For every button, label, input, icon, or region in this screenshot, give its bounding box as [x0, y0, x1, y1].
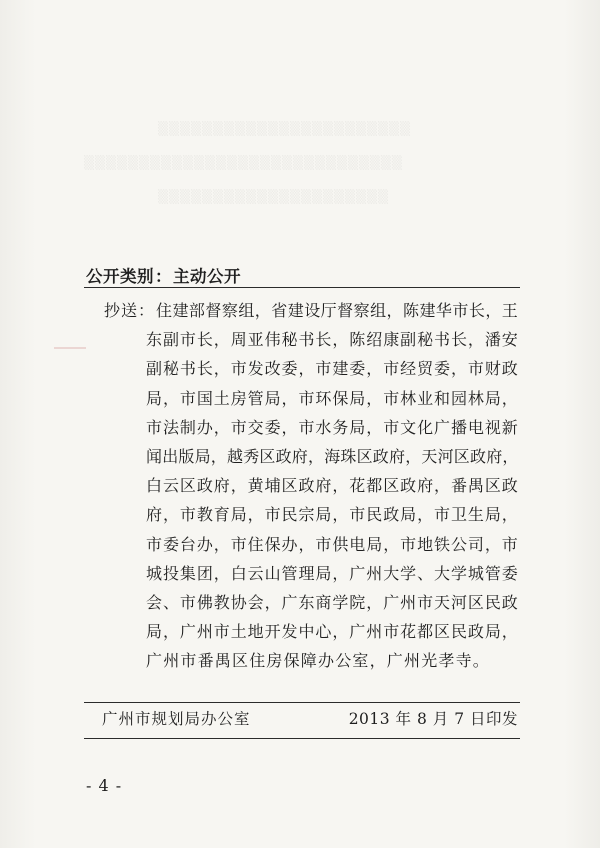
issuer-name: 广州市规划局办公室 [102, 710, 251, 728]
cc-label: 抄送： [104, 301, 156, 320]
cc-line: 市委台办，市住保办，市供电局，市地铁公司，市 [146, 534, 518, 554]
bleed-through-text: ▒▒▒▒▒▒▒▒▒▒▒▒▒▒▒▒▒▒▒▒▒ [158, 190, 389, 205]
cc-line: 广州市番禺区住房保障办公室，广州光孝寺。 [146, 651, 491, 671]
page-number: - 4 - [86, 776, 123, 795]
bleed-through-text: ▒▒▒▒▒▒▒▒▒▒▒▒▒▒▒▒▒▒▒▒▒▒▒▒▒▒▒▒▒ [84, 156, 403, 171]
binding-mark [54, 347, 86, 349]
cc-line: 会、市佛教协会，广东商学院，广州市天河区民政 [146, 593, 518, 613]
cc-line: 闻出版局，越秀区政府，海珠区政府，天河区政府， [146, 447, 519, 467]
bottom-divider [84, 738, 520, 739]
cc-line: 市法制办，市交委，市水务局，市文化广播电视新 [146, 417, 518, 437]
cc-line: 东副市长，周亚伟秘书长，陈绍康副秘书长，潘安 [146, 330, 518, 350]
cc-line: 城投集团，白云山管理局，广州大学、大学城管委 [146, 563, 518, 583]
cc-line: 副秘书长，市发改委，市建委，市经贸委，市财政 [146, 359, 518, 379]
disclosure-colon: ： [155, 267, 172, 286]
cc-line: 局，市国土房管局，市环保局，市林业和园林局， [146, 388, 518, 408]
disclosure-value: 主动公开 [173, 267, 241, 286]
middle-divider [84, 702, 520, 703]
cc-line: 白云区政府，黄埔区政府，花都区政府，番禺区政 [146, 476, 518, 496]
issue-date: 2013 年 8 月 7 日印发 [348, 710, 518, 728]
top-divider [84, 287, 520, 288]
cc-line: 局，广州市土地开发中心，广州市花都区民政局， [146, 622, 518, 642]
cc-recipients [146, 296, 518, 676]
disclosure-category [86, 263, 241, 287]
cc-line: 府，市教育局，市民宗局，市民政局，市卫生局， [146, 505, 518, 525]
disclosure-label: 公开类别 [86, 267, 154, 286]
cc-line: 住建部督察组，省建设厅督察组，陈建华市长，王 [156, 301, 518, 320]
issuance-footer [102, 706, 518, 732]
bleed-through-text: ▒▒▒▒▒▒▒▒▒▒▒▒▒▒▒▒▒▒▒▒▒▒▒ [158, 122, 411, 137]
